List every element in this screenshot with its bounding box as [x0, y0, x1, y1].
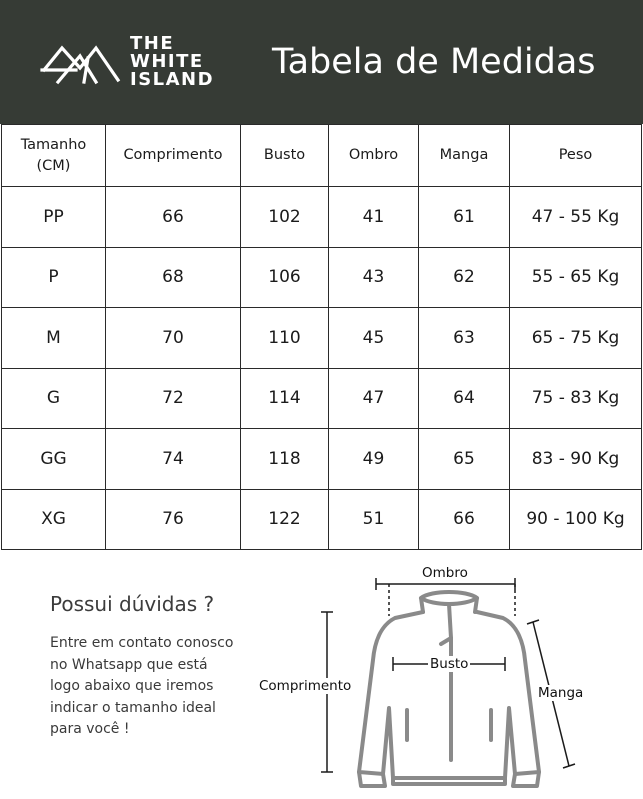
faq-line: no Whatsapp que está: [50, 656, 208, 673]
label-manga: Manga: [538, 685, 584, 701]
brand-line-1: THE: [130, 33, 175, 54]
measurement-diagram: [255, 560, 643, 799]
label-comprimento: Comprimento: [259, 678, 352, 694]
mountain-logo-icon: [40, 38, 122, 86]
cell-peso: 65 - 75 Kg: [510, 308, 642, 369]
cell-comprimento: 72: [106, 368, 241, 429]
faq-title: Possui dúvidas ?: [50, 592, 215, 616]
faq-line: para você !: [50, 721, 130, 737]
header: [0, 0, 643, 124]
header-busto: Busto: [241, 125, 329, 187]
cell-busto: 106: [241, 247, 329, 308]
cell-peso: 83 - 90 Kg: [510, 429, 642, 490]
cell-comprimento: 70: [106, 308, 241, 369]
table-row: [2, 187, 642, 248]
table-row: [2, 247, 642, 308]
cell-busto: 122: [241, 489, 329, 550]
cell-comprimento: 66: [106, 187, 241, 248]
faq-line: Entre em contato conosco: [50, 635, 234, 651]
faq-body: [50, 633, 270, 741]
cell-manga: 62: [419, 247, 510, 308]
cell-size: PP: [2, 187, 106, 248]
header-ombro: Ombro: [329, 125, 419, 187]
cell-busto: 102: [241, 187, 329, 248]
cell-comprimento: 74: [106, 429, 241, 490]
cell-peso: 55 - 65 Kg: [510, 247, 642, 308]
cell-busto: 118: [241, 429, 329, 490]
table-row: [2, 308, 642, 369]
cell-size: P: [2, 247, 106, 308]
label-busto: Busto: [430, 656, 469, 672]
faq-line: indicar o tamanho ideal: [50, 699, 216, 716]
cell-peso: 47 - 55 Kg: [510, 187, 642, 248]
cell-manga: 64: [419, 368, 510, 429]
cell-peso: 75 - 83 Kg: [510, 368, 642, 429]
cell-ombro: 45: [329, 308, 419, 369]
label-ombro: Ombro: [422, 565, 468, 581]
cell-ombro: 41: [329, 187, 419, 248]
brand-line-2: WHITE: [130, 51, 204, 72]
table-header-row: [2, 125, 642, 187]
header-comprimento: Comprimento: [106, 125, 241, 187]
cell-ombro: 43: [329, 247, 419, 308]
cell-comprimento: 76: [106, 489, 241, 550]
cell-size: GG: [2, 429, 106, 490]
cell-size: XG: [2, 489, 106, 550]
cell-manga: 61: [419, 187, 510, 248]
cell-peso: 90 - 100 Kg: [510, 489, 642, 550]
brand-line-3: ISLAND: [130, 69, 215, 90]
cell-manga: 66: [419, 489, 510, 550]
size-table: [1, 124, 642, 550]
page-title: Tabela de Medidas: [272, 42, 596, 82]
cell-busto: 114: [241, 368, 329, 429]
cell-busto: 110: [241, 308, 329, 369]
header-peso: Peso: [510, 125, 642, 187]
cell-manga: 65: [419, 429, 510, 490]
cell-size: M: [2, 308, 106, 369]
cell-ombro: 51: [329, 489, 419, 550]
header-tamanho: Tamanho (CM): [2, 125, 106, 187]
cell-manga: 63: [419, 308, 510, 369]
table-row: [2, 429, 642, 490]
table-row: [2, 368, 642, 429]
faq-line: logo abaixo que iremos: [50, 678, 214, 694]
cell-size: G: [2, 368, 106, 429]
brand-wordmark: [130, 35, 214, 89]
cell-ombro: 47: [329, 368, 419, 429]
table-row: [2, 489, 642, 550]
cell-ombro: 49: [329, 429, 419, 490]
cell-comprimento: 68: [106, 247, 241, 308]
header-manga: Manga: [419, 125, 510, 187]
